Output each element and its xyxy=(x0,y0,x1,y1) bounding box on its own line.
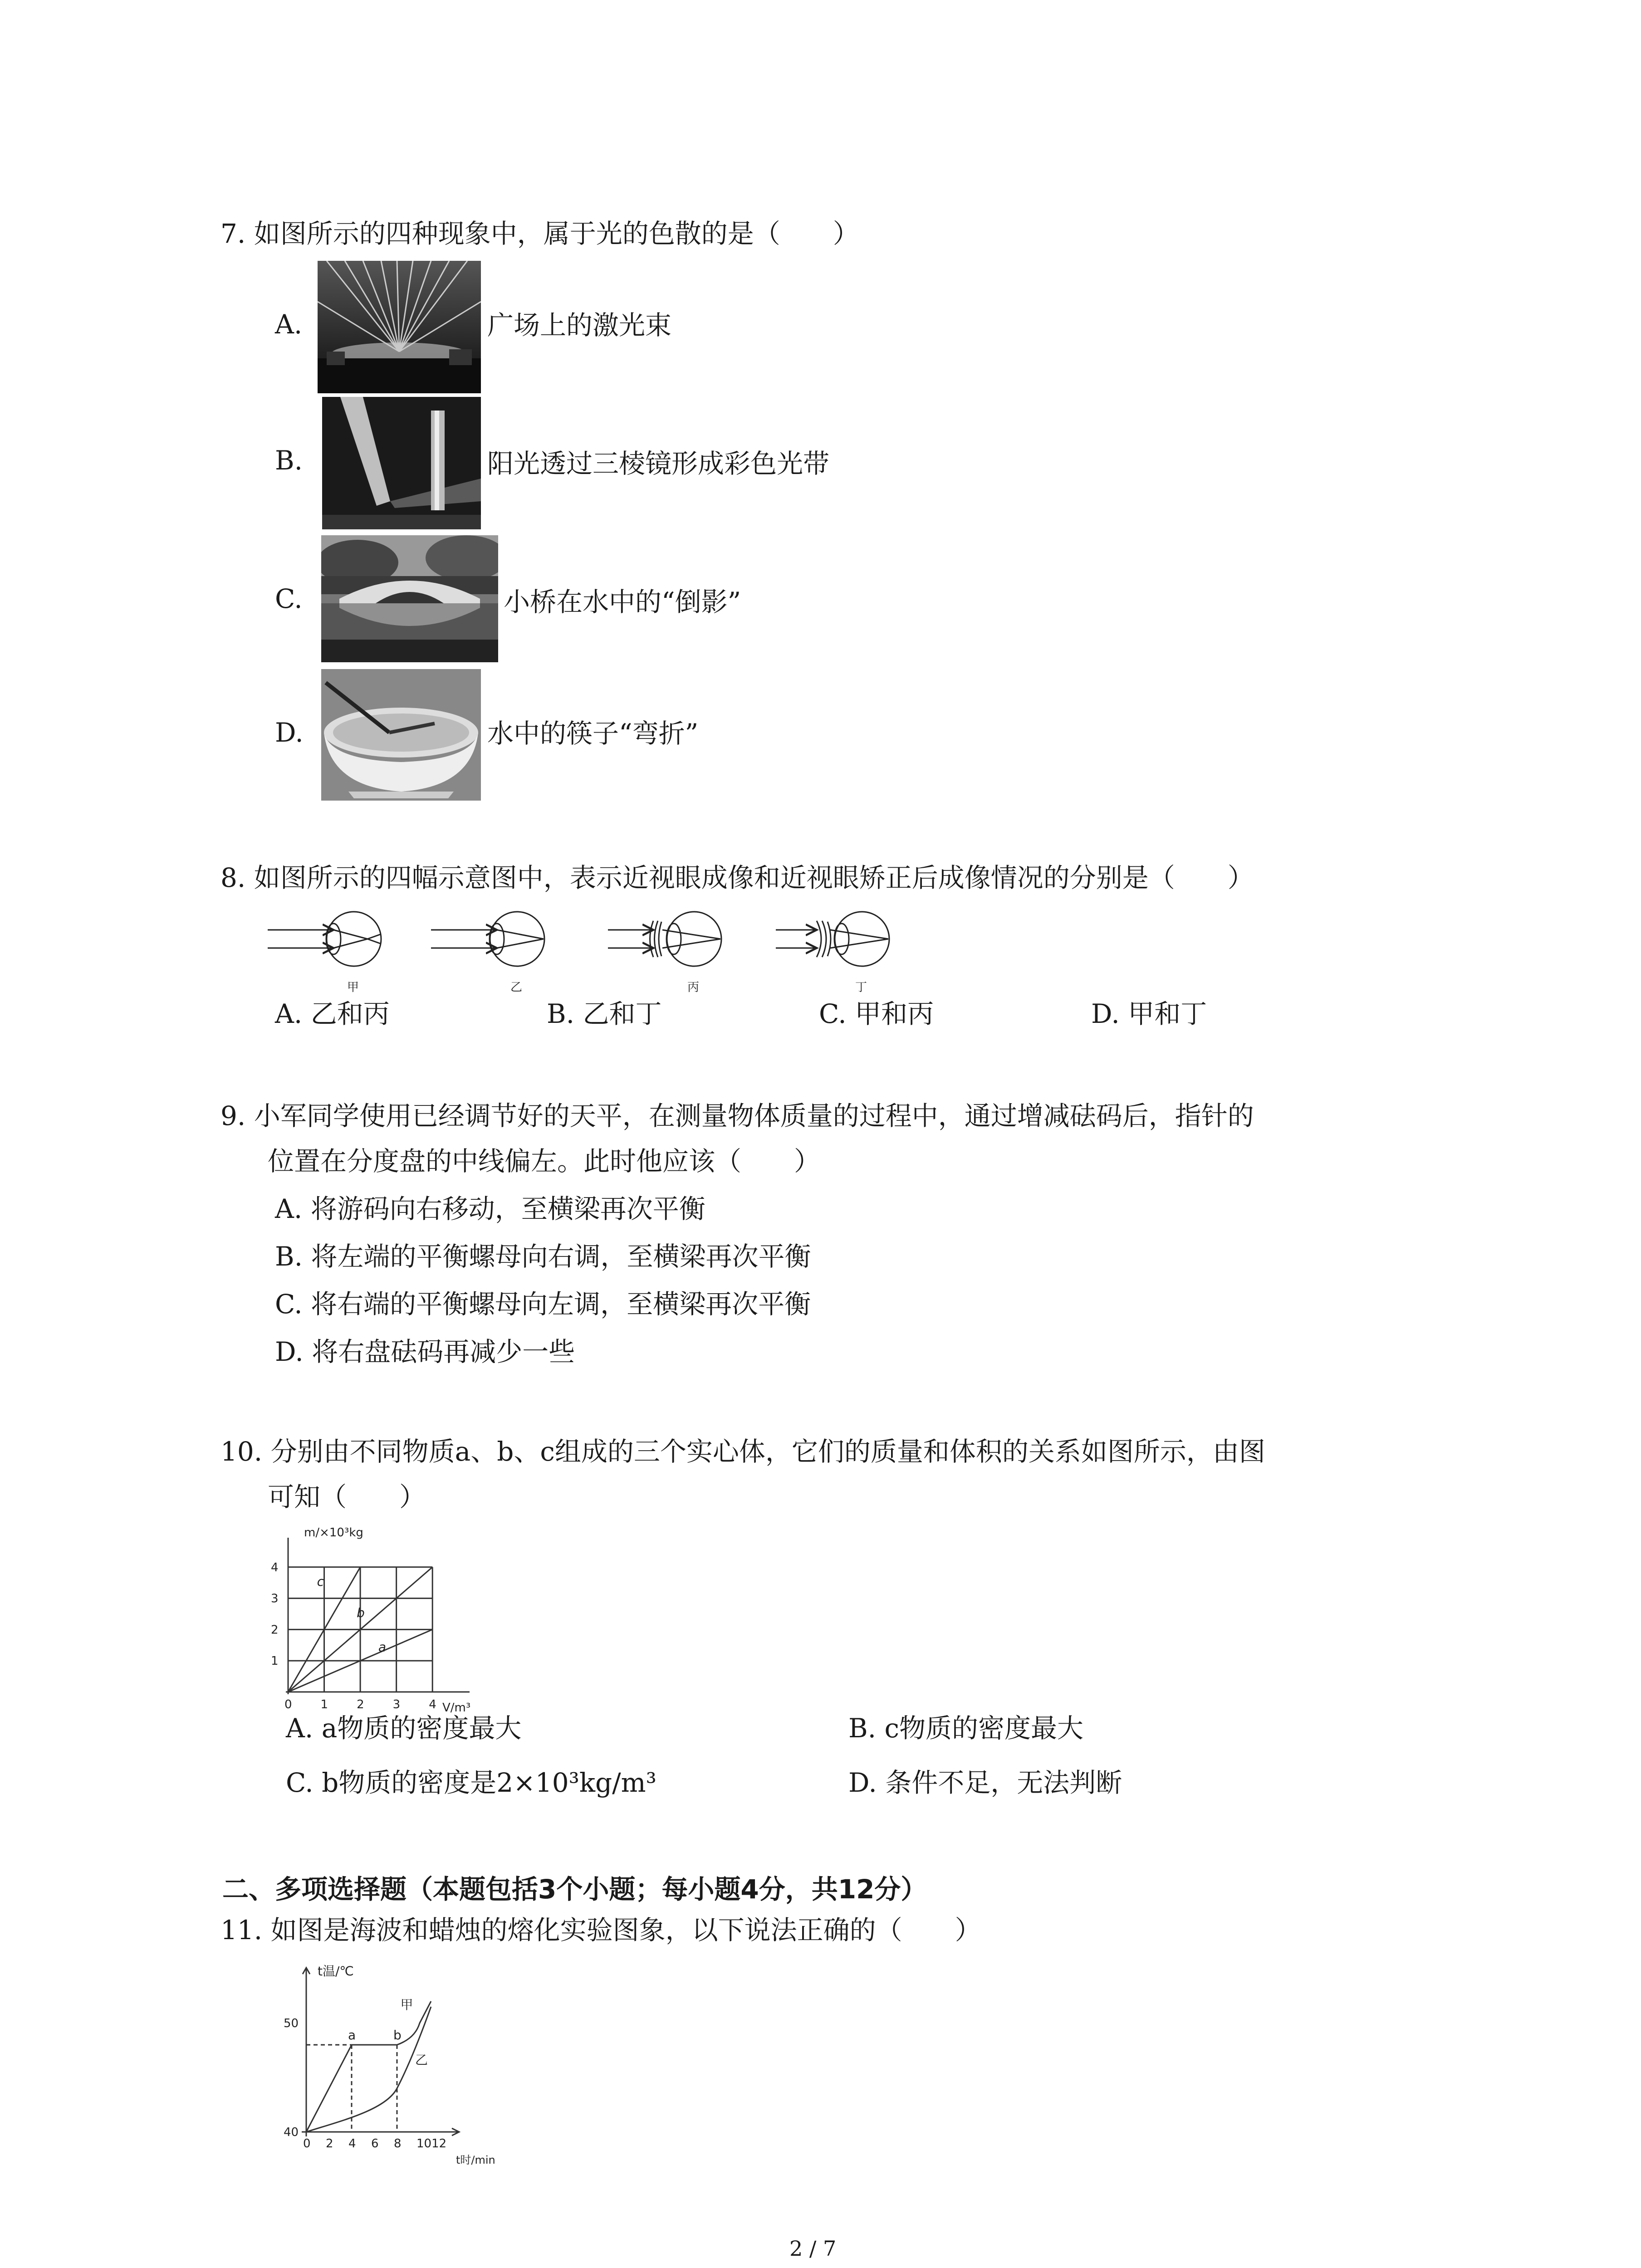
q8-option-a: A. 乙和丙 xyxy=(275,998,390,1029)
series-label-b: b xyxy=(357,1605,365,1620)
q7-option-d-letter: D. xyxy=(275,717,304,748)
eye-diagram-jia xyxy=(268,912,381,966)
q7-option-b-letter: B. xyxy=(275,445,303,476)
x-tick-label: 8 xyxy=(394,2137,402,2151)
q10-option-b: B. c物质的密度最大 xyxy=(848,1713,1083,1744)
q9-option-d: D. 将右盘砝码再减少一些 xyxy=(275,1336,575,1367)
y-tick-label: 40 xyxy=(284,2126,299,2139)
eye-diagram-bing xyxy=(608,912,721,966)
q10-ylabel: m/×10³kg xyxy=(304,1526,363,1540)
x-tick-label: 1 xyxy=(320,1698,328,1711)
q7-option-b-caption: 阳光透过三棱镜形成彩色光带 xyxy=(487,448,830,479)
q7-option-d-caption: 水中的筷子“弯折” xyxy=(487,718,699,749)
q11-ylabel: t温/℃ xyxy=(318,1964,354,1979)
eye-label-ding: 丁 xyxy=(855,981,867,994)
point-label-b: b xyxy=(393,2028,402,2043)
y-tick-label: 50 xyxy=(284,2017,299,2030)
q9-option-b: B. 将左端的平衡螺母向右调，至横梁再次平衡 xyxy=(275,1241,811,1272)
q9-option-c: C. 将右端的平衡螺母向左调，至横梁再次平衡 xyxy=(275,1289,811,1320)
q10-option-c: C. b物质的密度是2×10³kg/m³ xyxy=(286,1767,656,1798)
q8-option-c: C. 甲和丙 xyxy=(819,998,934,1029)
q10-option-d: D. 条件不足，无法判断 xyxy=(848,1767,1122,1798)
x-tick-label: 4 xyxy=(429,1698,436,1711)
eye-label-bing: 丙 xyxy=(687,981,700,994)
series-line-乙 xyxy=(306,2007,431,2132)
q9-stem-line1: 9. 小军同学使用已经调节好的天平，在测量物体质量的过程中，通过增减砝码后，指针的 xyxy=(220,1100,1254,1131)
q10-xlabel: V/m³ xyxy=(442,1701,471,1715)
x-tick-label: 0 xyxy=(284,1698,292,1711)
laser-beams-photo xyxy=(318,261,481,393)
series-label-c: c xyxy=(317,1574,324,1589)
q11-xlabel: t时/min xyxy=(456,2154,495,2166)
curve-label-yi: 乙 xyxy=(415,2053,428,2068)
q7-option-a-caption: 广场上的激光束 xyxy=(487,310,672,341)
point-label-a: a xyxy=(348,2028,356,2043)
q10-stem-line2: 可知（ ） xyxy=(268,1481,426,1512)
x-tick-label: 1012 xyxy=(416,2137,447,2151)
q9-option-a: A. 将游码向右移动，至横梁再次平衡 xyxy=(275,1193,705,1224)
q7-option-a-letter: A. xyxy=(275,309,303,340)
series-line-甲 xyxy=(306,2001,431,2132)
eye-label-jia: 甲 xyxy=(347,981,359,994)
eye-diagrams xyxy=(263,907,921,1002)
q8-option-d: D. 甲和丁 xyxy=(1091,998,1207,1029)
eye-diagram-ding xyxy=(776,912,889,966)
y-tick-label: 2 xyxy=(271,1623,279,1637)
y-tick-label: 4 xyxy=(271,1560,279,1574)
q11-stem: 11. 如图是海波和蜡烛的熔化实验图象，以下说法正确的（ ） xyxy=(220,1915,981,1945)
x-tick-label: 2 xyxy=(326,2137,333,2151)
melting-graph xyxy=(281,1955,535,2168)
x-tick-label: 4 xyxy=(348,2137,356,2151)
page-number: 2 / 7 xyxy=(789,2236,837,2261)
x-tick-label: 0 xyxy=(303,2137,311,2151)
curve-label-jia: 甲 xyxy=(400,1997,413,2012)
q9-stem-line2: 位置在分度盘的中线偏左。此时他应该（ ） xyxy=(268,1146,821,1177)
q10-option-a: A. a物质的密度最大 xyxy=(286,1713,522,1744)
section-2-heading: 二、多项选择题（本题包括3个小题；每小题4分，共12分） xyxy=(222,1874,927,1905)
bridge-reflection-photo xyxy=(321,535,498,662)
eye-diagram-yi xyxy=(431,912,544,966)
chopstick-bowl-photo xyxy=(321,669,481,801)
q8-option-b: B. 乙和丁 xyxy=(547,998,662,1029)
x-tick-label: 2 xyxy=(357,1698,364,1711)
y-tick-label: 1 xyxy=(271,1654,279,1668)
x-tick-label: 6 xyxy=(371,2137,379,2151)
x-tick-label: 3 xyxy=(392,1698,401,1711)
q10-stem-line1: 10. 分别由不同物质a、b、c组成的三个实心体，它们的质量和体积的关系如图所示，由图 xyxy=(220,1436,1265,1467)
q7-option-c-letter: C. xyxy=(275,583,303,614)
q7-stem: 7. 如图所示的四种现象中，属于光的色散的是（ ） xyxy=(220,218,859,249)
q8-stem: 8. 如图所示的四幅示意图中，表示近视眼成像和近视眼矫正后成像情况的分别是（ ） xyxy=(220,862,1254,893)
series-label-a: a xyxy=(378,1639,387,1655)
y-tick-label: 3 xyxy=(271,1592,279,1606)
q7-option-c-caption: 小桥在水中的“倒影” xyxy=(504,587,741,617)
eye-label-yi: 乙 xyxy=(510,981,523,994)
prism-photo xyxy=(322,397,481,529)
mass-volume-graph xyxy=(263,1522,499,1721)
